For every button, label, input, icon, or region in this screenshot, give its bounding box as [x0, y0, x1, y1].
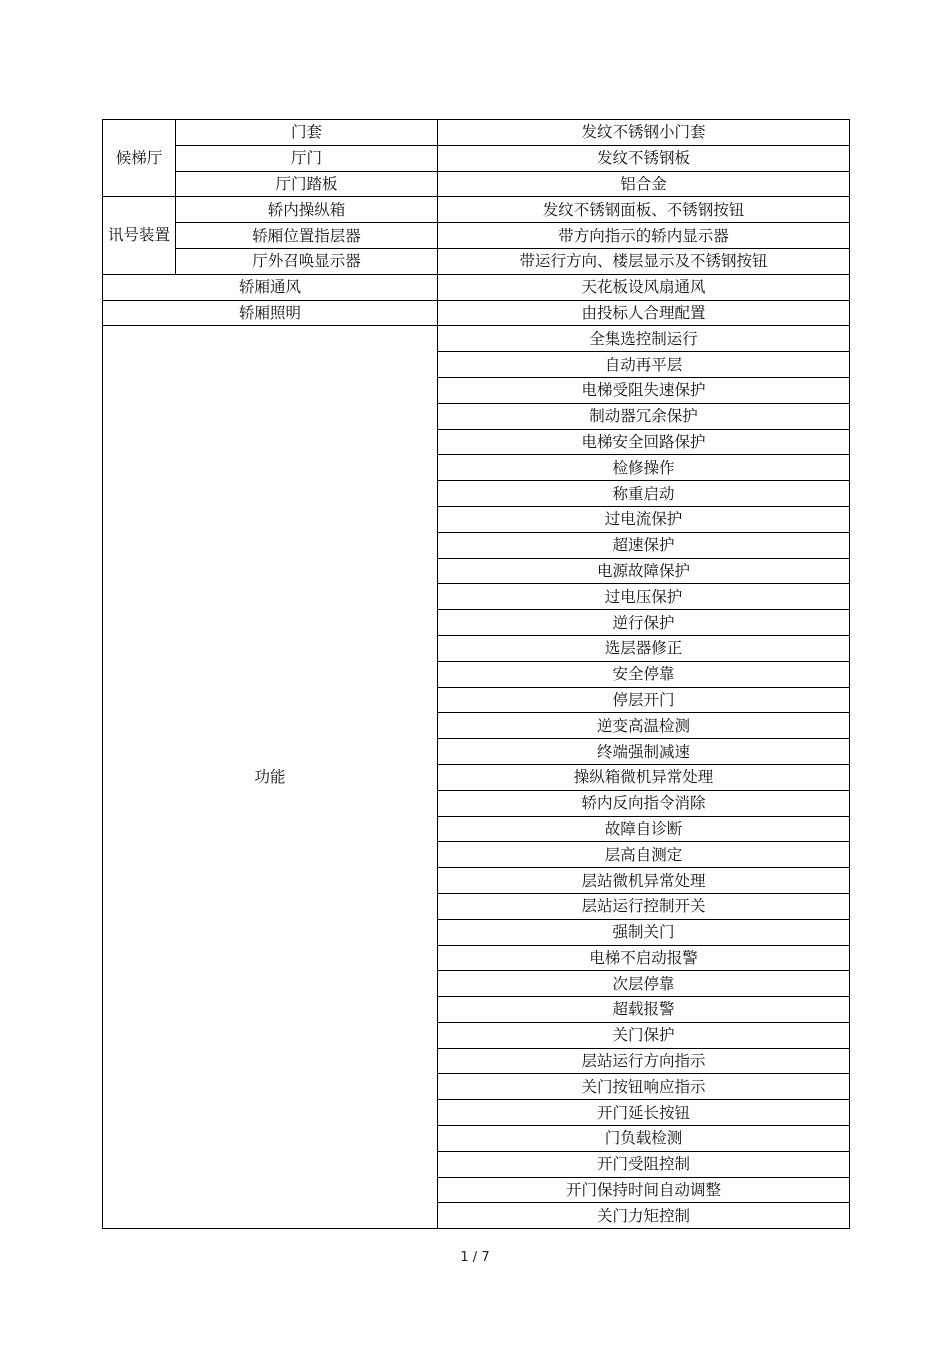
- function-item-cell: 超载报警: [438, 997, 850, 1023]
- function-item-cell: 层高自测定: [438, 842, 850, 868]
- function-item-cell: 检修操作: [438, 455, 850, 481]
- function-item-cell: 过电压保护: [438, 584, 850, 610]
- spec-cell: 发纹不锈钢面板、不锈钢按钮: [438, 197, 850, 223]
- spec-cell: 由投标人合理配置: [438, 300, 850, 326]
- function-item-cell: 选层器修正: [438, 635, 850, 661]
- table-row: [103, 197, 850, 223]
- spec-cell: 带运行方向、楼层显示及不锈钢按钮: [438, 248, 850, 274]
- group-label-hall: 候梯厅: [103, 120, 176, 197]
- function-item-cell: 次层停靠: [438, 971, 850, 997]
- function-item-cell: 故障自诊断: [438, 816, 850, 842]
- item-cell: 门套: [176, 120, 438, 146]
- function-item-cell: 门负载检测: [438, 1126, 850, 1152]
- elevator-spec-table: [102, 119, 850, 1229]
- item-cell-ventilation: 轿厢通风: [103, 274, 438, 300]
- function-item-cell: 关门力矩控制: [438, 1203, 850, 1229]
- function-item-cell: 开门受阻控制: [438, 1151, 850, 1177]
- function-item-cell: 操纵箱微机异常处理: [438, 764, 850, 790]
- function-item-cell: 电梯受阻失速保护: [438, 377, 850, 403]
- function-item-cell: 称重启动: [438, 481, 850, 507]
- function-item-cell: 逆变高温检测: [438, 713, 850, 739]
- function-item-cell: 安全停靠: [438, 661, 850, 687]
- function-item-cell: 终端强制减速: [438, 739, 850, 765]
- table-row: [103, 120, 850, 146]
- table-row: [103, 326, 850, 352]
- function-item-cell: 过电流保护: [438, 506, 850, 532]
- function-item-cell: 电梯安全回路保护: [438, 429, 850, 455]
- spec-cell: 天花板设风扇通风: [438, 274, 850, 300]
- item-cell: 厅门踏板: [176, 171, 438, 197]
- function-item-cell: 电源故障保护: [438, 558, 850, 584]
- spec-cell: 发纹不锈钢板: [438, 145, 850, 171]
- spec-cell: 带方向指示的轿内显示器: [438, 223, 850, 249]
- item-cell: 厅外召唤显示器: [176, 248, 438, 274]
- function-item-cell: 关门保护: [438, 1022, 850, 1048]
- function-item-cell: 停层开门: [438, 687, 850, 713]
- function-item-cell: 全集选控制运行: [438, 326, 850, 352]
- page-number: 1 / 7: [460, 1250, 490, 1265]
- group-label-functions: 功能: [103, 326, 438, 1229]
- function-item-cell: 自动再平层: [438, 352, 850, 378]
- function-item-cell: 逆行保护: [438, 610, 850, 636]
- function-item-cell: 层站运行控制开关: [438, 893, 850, 919]
- item-cell: 轿厢位置指层器: [176, 223, 438, 249]
- item-cell: 轿内操纵箱: [176, 197, 438, 223]
- function-item-cell: 超速保护: [438, 532, 850, 558]
- function-item-cell: 制动器冗余保护: [438, 403, 850, 429]
- table-row: [103, 223, 850, 249]
- function-item-cell: 轿内反向指令消除: [438, 790, 850, 816]
- function-item-cell: 电梯不启动报警: [438, 945, 850, 971]
- spec-cell: 发纹不锈钢小门套: [438, 120, 850, 146]
- table-row: [103, 274, 850, 300]
- table-row: [103, 171, 850, 197]
- item-cell: 厅门: [176, 145, 438, 171]
- spec-cell: 铝合金: [438, 171, 850, 197]
- table-row: [103, 248, 850, 274]
- function-item-cell: 开门延长按钮: [438, 1100, 850, 1126]
- function-item-cell: 关门按钮响应指示: [438, 1074, 850, 1100]
- function-item-cell: 层站微机异常处理: [438, 868, 850, 894]
- table-row: [103, 300, 850, 326]
- spec-table-body: [103, 120, 850, 1229]
- function-item-cell: 强制关门: [438, 919, 850, 945]
- function-item-cell: 开门保持时间自动调整: [438, 1177, 850, 1203]
- group-label-signal: 讯号装置: [103, 197, 176, 274]
- function-item-cell: 层站运行方向指示: [438, 1048, 850, 1074]
- table-row: [103, 145, 850, 171]
- item-cell-lighting: 轿厢照明: [103, 300, 438, 326]
